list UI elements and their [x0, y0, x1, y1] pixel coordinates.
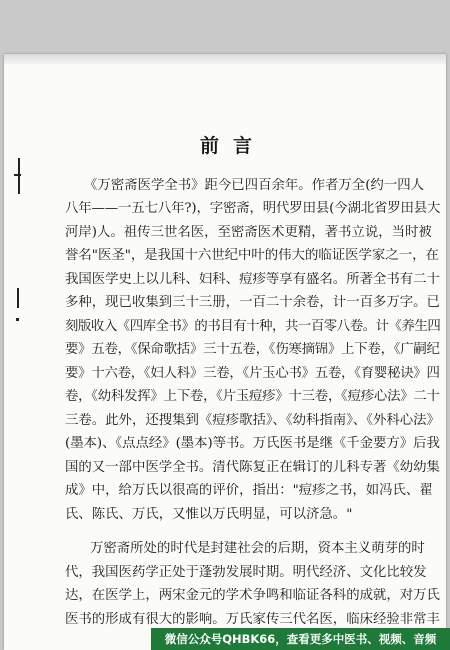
text-line: 要》十六卷，《妇人科》三卷，《片玉心书》五卷，《育婴秘诀》四	[65, 366, 440, 381]
page-heading: 前言	[200, 135, 267, 157]
text-line: 我国医学史上以儿科、妇科、痘疹等享有盛名。所著全书有二十	[65, 272, 440, 287]
text-line: 成》中，给万氏以很高的评价，指出："痘疹之书，如冯氏、翟	[65, 483, 433, 498]
text-line: 代，我国医药学正处于蓬勃发展时期。明代经济、文化比较发	[65, 565, 427, 580]
margin-mark-dot	[16, 318, 19, 321]
text-line: 八年——一五七八年?)，字密斋，明代罗田县(今湖北省罗田县大	[65, 201, 440, 216]
text-line: (墨本)、《点点经》(墨本)等书。万氏医书是继《千金要方》后我	[65, 436, 440, 451]
text-line: 卷，《幼科发挥》上下卷，《片玉痘疹》十三卷，《痘疹心法》二十	[65, 389, 440, 404]
text-line: 《万密斋医学全书》距今已四百余年。作者万全(约一四人	[84, 178, 424, 193]
text-line: 达，在医学上，两宋金元的学术争鸣和临证各科的成就，对万氏	[65, 588, 440, 603]
text-line: 医书的形成有很大的影响。万氏家传三代名医，临床经验非常丰	[65, 612, 440, 627]
scan-edge	[4, 54, 446, 64]
margin-mark-lower	[17, 288, 19, 308]
text-line: 要》五卷，《保命歌括》三十五卷，《伤寒摘锦》上下卷，《广嗣纪	[65, 342, 440, 357]
document-page	[4, 54, 446, 650]
text-line: 万密斋所处的时代是封建社会的后期，资本主义萌芽的时	[90, 541, 425, 556]
text-line: 河岸)人。祖传三世名医，至密斋医术更精，著书立说，当时被	[65, 225, 432, 240]
text-line: 氏、陈氏、万氏，又惟以万氏明显，可以济急。"	[65, 507, 353, 522]
margin-mark-top	[18, 158, 20, 194]
text-line: 誉名"医圣"，是我国十六世纪中叶的伟大的临证医学家之一，在	[65, 248, 439, 263]
watermark-banner: 微信公众号QHBK66，查看更多中医书、视频、音频	[151, 628, 450, 650]
margin-mark-tick	[14, 174, 21, 176]
text-line: 三卷。此外，还搜集到《痘疹歌括》、《幼科指南》、《外科心法》	[65, 413, 440, 428]
text-line: 国的又一部中医学全书。清代陈复正在辑订的儿科专著《幼幼集	[65, 460, 440, 475]
text-line: 刻版收入《四库全书》的书目有十种，共一百零八卷。计《养生四	[65, 319, 440, 334]
viewer-toolbar-background	[0, 0, 450, 54]
text-line: 多种，现已收集到三十三册，一百二十余卷，计一百多万字。已	[65, 295, 440, 310]
